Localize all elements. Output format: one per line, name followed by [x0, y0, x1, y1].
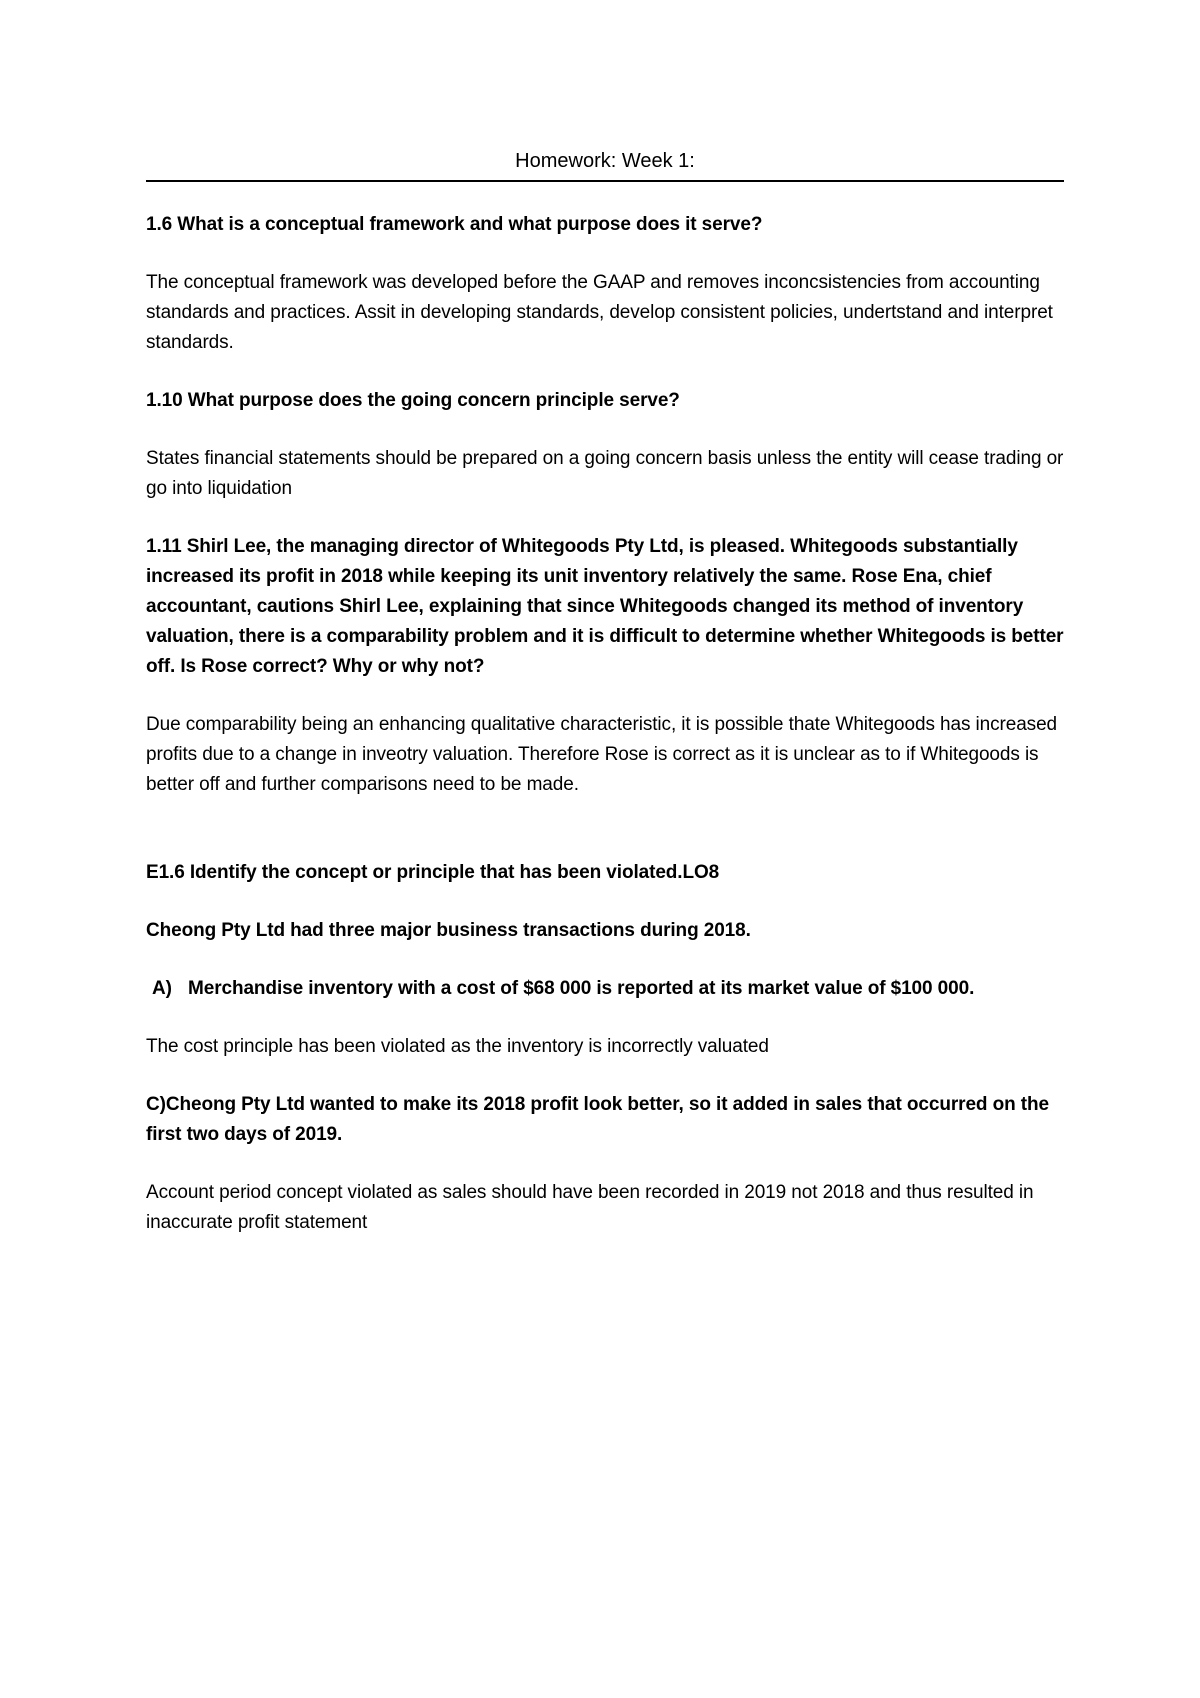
question-1-10: 1.10 What purpose does the going concern principle serve?: [146, 390, 680, 411]
exercise-item-c: C)Cheong Pty Ltd wanted to make its 2018 profit look better, so it added in sales that occurred on the first two days of 2019.: [146, 1094, 1050, 1145]
exercise-item-a-text: Merchandise inventory with a cost of $68 000 is reported at its market value of $100 000.: [188, 978, 975, 999]
document-body: [146, 146, 1064, 1266]
document-title: Homework: Week 1:: [146, 146, 1064, 182]
exercise-e1-6-heading: E1.6 Identify the concept or principle that has been violated.LO8: [146, 862, 720, 883]
question-1-6: 1.6 What is a conceptual framework and what purpose does it serve?: [146, 214, 763, 235]
exercise-item-c-answer: Account period concept violated as sales should have been recorded in 2019 not 2018 and thus resulted in inaccurate profit statement: [146, 1182, 1034, 1233]
answer-1-11: Due comparability being an enhancing qualitative characteristic, it is possible thate Whitegoods has increased profits due to a change in inveotry valuation. Therefore Rose is correct as it is unclear as to if Whitegoods is better off and further comparisons need to be made.: [146, 714, 1058, 795]
answer-1-10: States financial statements should be prepared on a going concern basis unless the entity will cease trading or go into liquidation: [146, 448, 1064, 499]
list-marker-a: A): [152, 978, 172, 999]
exercise-e1-6-intro: Cheong Pty Ltd had three major business transactions during 2018.: [146, 920, 751, 941]
answer-1-6: The conceptual framework was developed before the GAAP and removes inconcsistencies from accounting standards and practices. Assit in developing standards, develop consistent policies, undertstand and interpret standards.: [146, 272, 1053, 353]
question-1-11: 1.11 Shirl Lee, the managing director of Whitegoods Pty Ltd, is pleased. Whitegoods substantially increased its profit in 2018 while keeping its unit inventory relatively the same. Rose Ena, chief accountant, cautions Shirl Lee, explaining that since Whitegoods changed its method of inventory valuation, there is a comparability problem and it is difficult to determine whether Whitegoods is better off. Is Rose correct? Why or why not?: [146, 536, 1064, 677]
section-spacer: [146, 828, 1064, 858]
exercise-item-a-answer: The cost principle has been violated as the inventory is incorrectly valuated: [146, 1036, 769, 1057]
exercise-item-a: [146, 974, 1064, 1004]
